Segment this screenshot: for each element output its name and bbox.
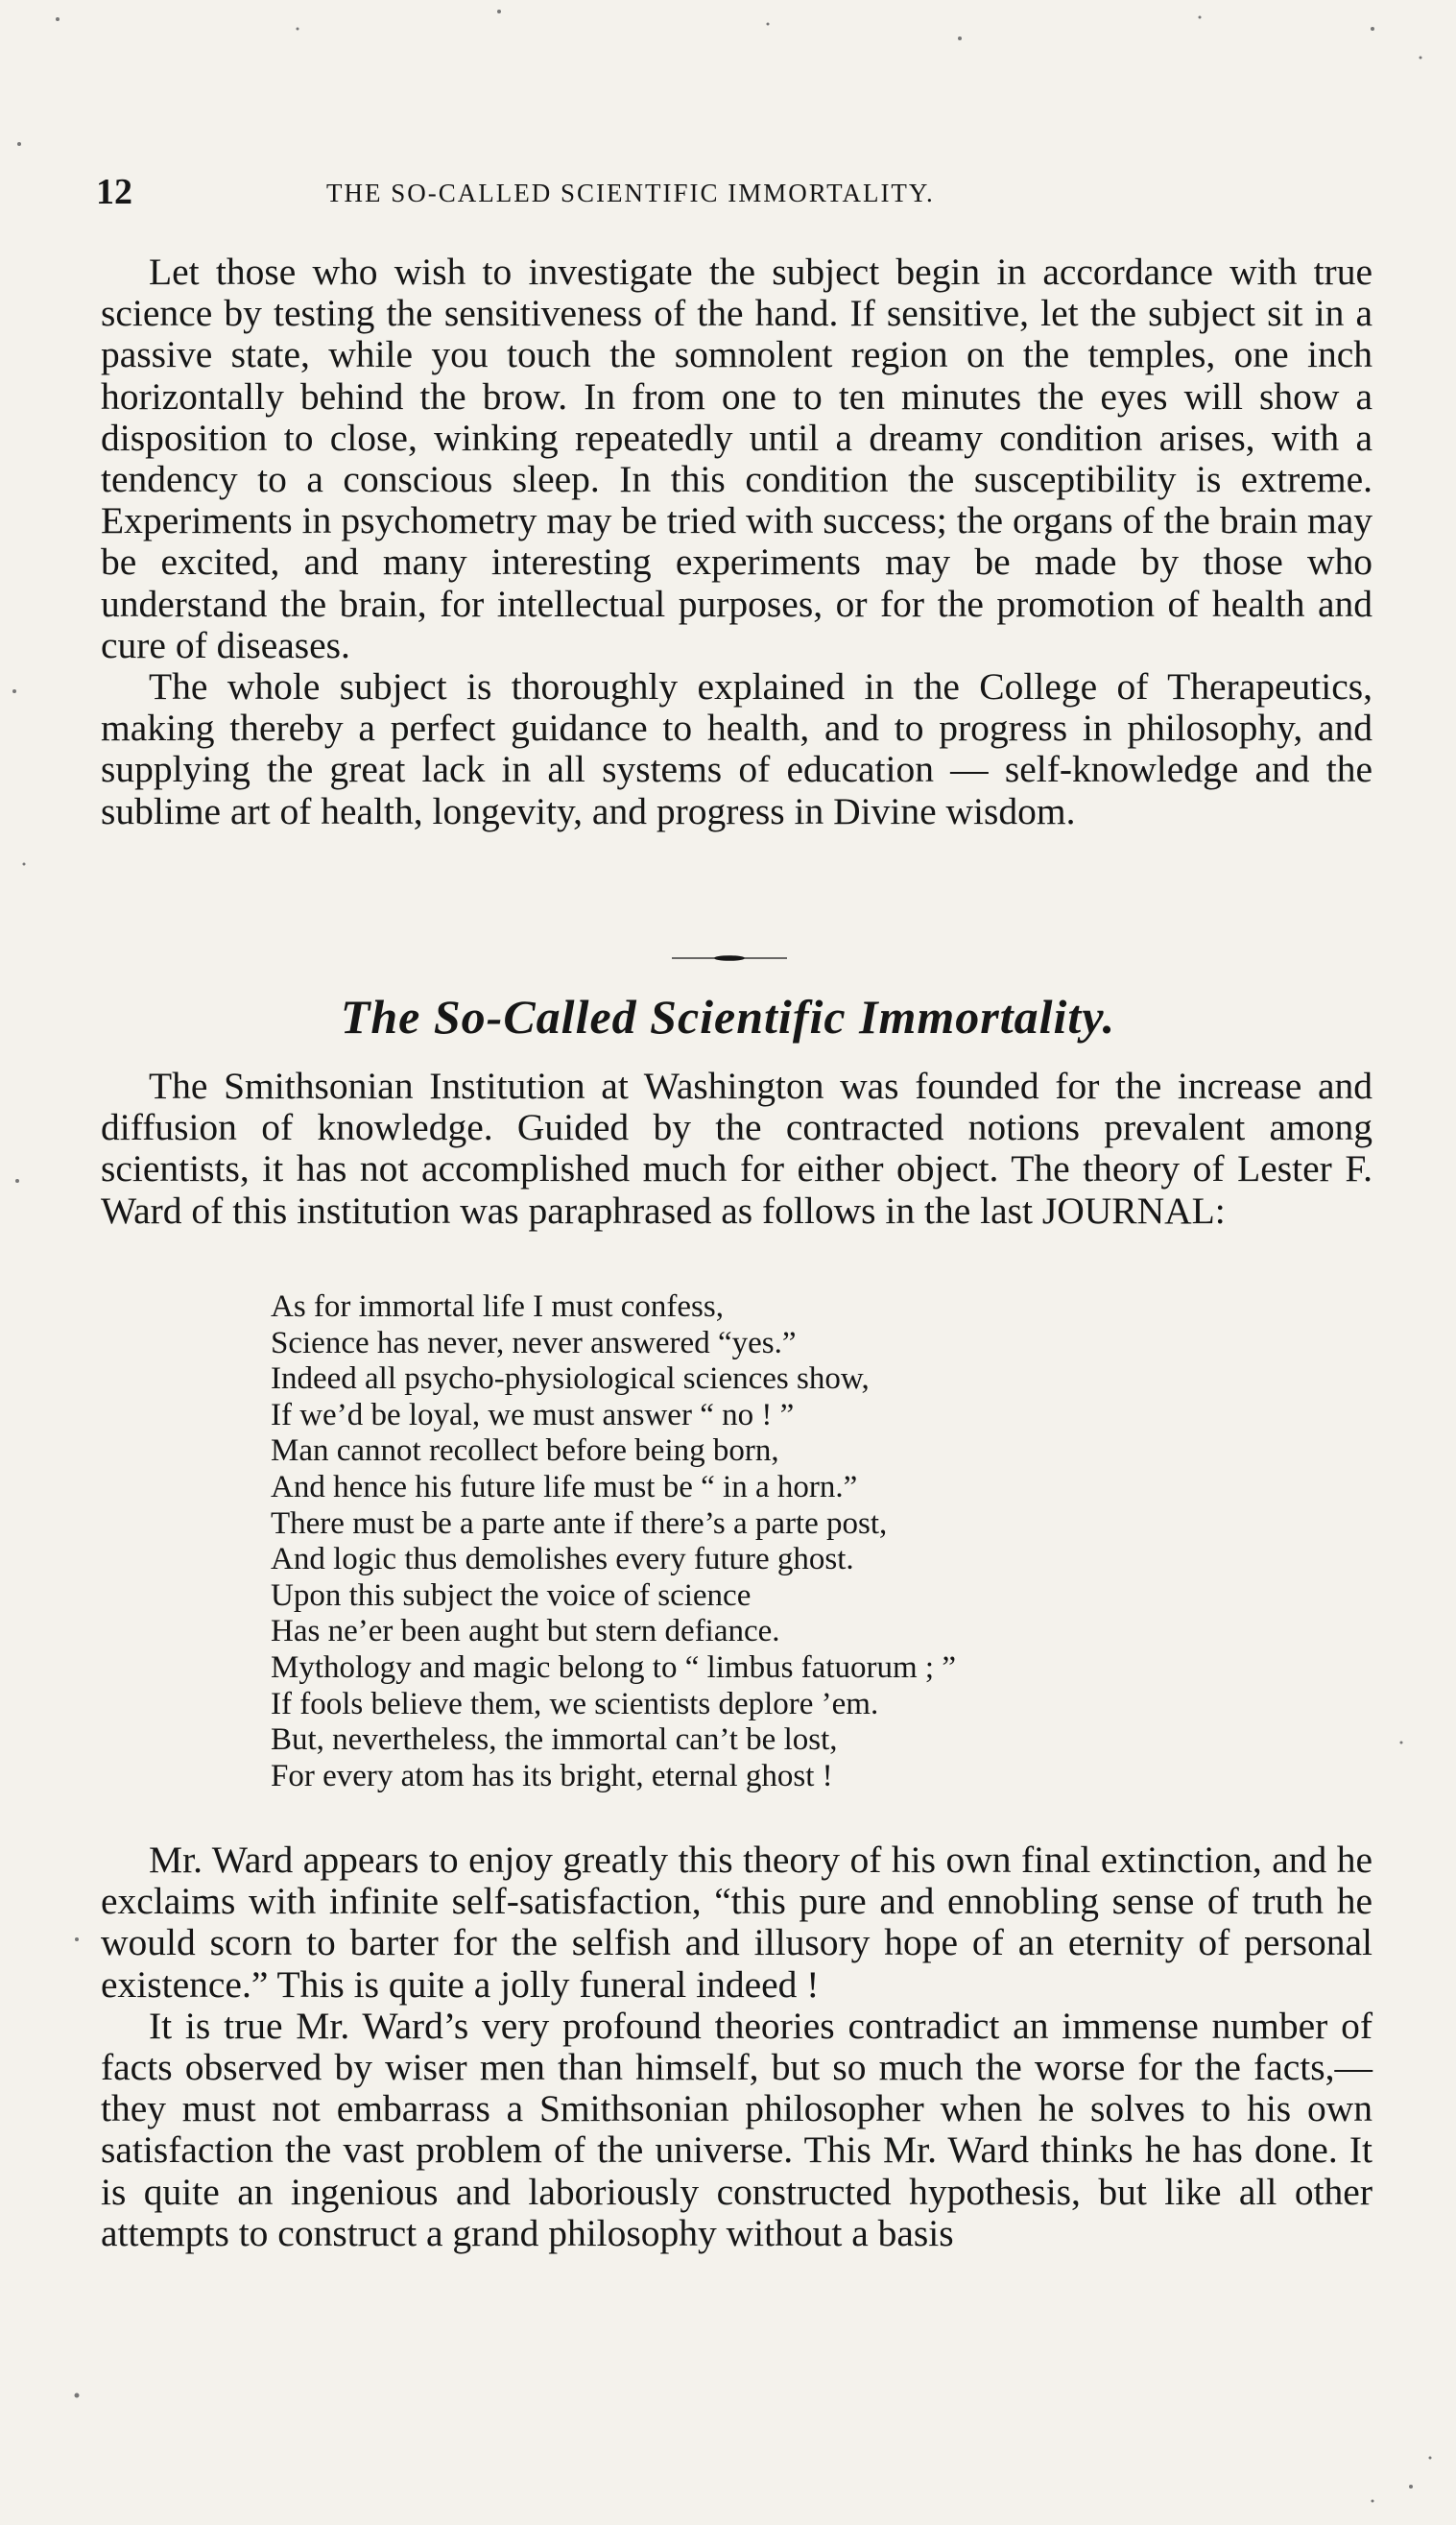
poem-line: Mythology and magic belong to “ limbus fatuorum ; ” xyxy=(271,1649,956,1685)
section-divider xyxy=(672,955,787,961)
page-header xyxy=(96,171,1372,219)
section-paragraph: The Smithsonian Institution at Washington was founded for the increase and diffusion of knowledge. Guided by the contracted notions prevalent among scientists, it has not accomplished much for either object. The theory of Lester F. Ward of this institution was paraphrased as follows in the last JOURNAL: xyxy=(101,1065,1372,1232)
poem-line: There must be a parte ante if there’s a parte post, xyxy=(271,1505,888,1541)
poem-line: Upon this subject the voice of science xyxy=(271,1577,752,1613)
poem-line: And logic thus demolishes every future ghost. xyxy=(271,1542,854,1577)
poem-line: Indeed all psycho-physiological sciences show, xyxy=(271,1361,870,1397)
poem-line: Science has never, never answered “yes.” xyxy=(271,1325,797,1360)
intro-paragraph: Let those who wish to investigate the subject begin in accordance with true science by testing the sensitiveness of the hand. If sensitive, let the subject sit in a passive state, while you touch the somnolent region on the temples, one inch horizontally behind the brow. In from one to ten minutes the eyes will show a disposition to close, winking repeatedly until a dreamy condition arises, with a tendency to a conscious sleep. In this condition the susceptibility is extreme. Experiments in psychometry may be tried with success; the organs of the brain may be excited, and many interesting experiments may be made by those who understand the brain, for intellectual purposes, or for the promotion of health and cure of diseases. xyxy=(101,251,1372,666)
page-number: 12 xyxy=(96,172,132,212)
poem-line: And hence his future life must be “ in a horn.” xyxy=(271,1469,858,1504)
poem-line: If fools believe them, we scientists deplore ’em. xyxy=(271,1686,879,1721)
section-title: The So-Called Scientific Immortality. xyxy=(340,990,1116,1044)
section-continuation-text xyxy=(101,1840,1372,2254)
poem-line: Man cannot recollect before being born, xyxy=(271,1433,779,1469)
poem-line: For every atom has its bright, eternal ghost ! xyxy=(271,1758,833,1793)
intro-paragraph: The whole subject is thoroughly explained in the College of Therapeutics, making thereby a perfect guidance to health, and to progress in philosophy, and supplying the great lack in all systems of education — self-knowledge and the sublime art of health, longevity, and progress in Divine wisdom. xyxy=(101,665,1372,832)
section-paragraph: Mr. Ward appears to enjoy greatly this theory of his own final extinction, and he exclaims with infinite self-satisfaction, “this pure and ennobling sense of truth he would scorn to barter for the selfish and illusory hope of an eternity of personal existence.” This is quite a jolly funeral indeed ! xyxy=(101,1839,1372,2006)
poem-line: As for immortal life I must confess, xyxy=(271,1289,724,1324)
running-head: THE SO-CALLED SCIENTIFIC IMMORTALITY. xyxy=(326,179,935,207)
poem-line: Has ne’er been aught but stern defiance. xyxy=(271,1614,780,1649)
intro-text xyxy=(101,252,1372,832)
section-intro-text xyxy=(101,1066,1372,1232)
poem-line: If we’d be loyal, we must answer “ no ! ” xyxy=(271,1397,795,1432)
poem-line: But, nevertheless, the immortal can’t be lost, xyxy=(271,1722,838,1758)
poem xyxy=(271,1289,1230,1794)
section-paragraph: It is true Mr. Ward’s very profound theories contradict an immense number of facts observed by wiser men than himself, but so much the worse for the facts,— they must not embarrass a Smithsonian philosopher when he solves to his own satisfaction the vast problem of the universe. This Mr. Ward thinks he has done. It is quite an ingenious and laboriously constructed hypothesis, but like all other attempts to construct a grand philosophy without a basis xyxy=(101,2004,1372,2254)
